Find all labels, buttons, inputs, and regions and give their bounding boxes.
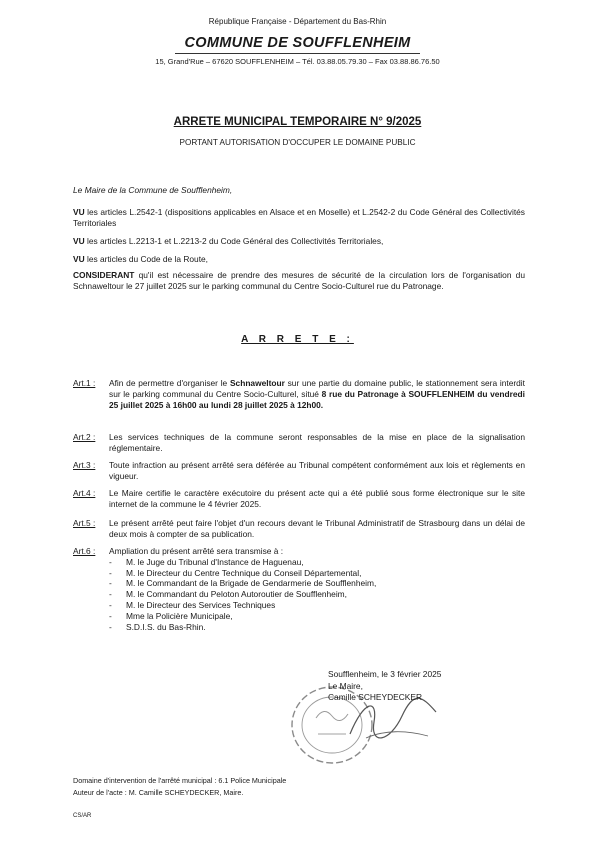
consideration-text: qu'il est nécessaire de prendre des mesures de sécurité de la circulation lors de l'organisation du Schnaweltour le 27 juillet 2025 sur le parking communal du Centre Socio-Culturel rue du Patronage. bbox=[73, 270, 525, 291]
list-item: - M. le Directeur du Centre Technique du Conseil Départemental, bbox=[109, 567, 362, 578]
arrete-heading: A R R E T E : bbox=[241, 334, 354, 345]
article-6-intro: Ampliation du présent arrêté sera transmise à : bbox=[109, 546, 284, 556]
article-2-label: Art.2 : bbox=[73, 432, 96, 442]
recipient-text: M. le Juge du Tribunal d'Instance de Haguenau, bbox=[126, 556, 304, 567]
header-divider bbox=[175, 53, 420, 54]
recipient-text: S.D.I.S. du Bas-Rhin. bbox=[126, 621, 206, 632]
signature-place-date: Soufflenheim, le 3 février 2025 bbox=[328, 669, 442, 679]
list-item: - M. le Commandant du Peloton Autoroutier de Soufflenheim, bbox=[109, 589, 347, 600]
consideration-keyword: VU bbox=[73, 207, 85, 217]
consideration-text: les articles L.2542-1 (dispositions applicables en Alsace et en Moselle) et L.2542-2 du Code Général des Collectivités Territoriales bbox=[73, 207, 525, 228]
article-6-body bbox=[109, 546, 525, 632]
header-address: 15, Grand'Rue – 67620 SOUFFLENHEIM – Tél. 03.88.05.79.30 – Fax 03.88.86.76.50 bbox=[155, 57, 440, 66]
article-5-label: Art.5 : bbox=[73, 518, 96, 528]
article-4-body: Le Maire certifie le caractère exécutoire du présent acte qui a été publié sous forme électronique sur le site internet de la commune le 4 février 2025. bbox=[109, 488, 525, 509]
list-item: - M. le Juge du Tribunal d'Instance de Haguenau, bbox=[109, 556, 304, 567]
maire-line: Le Maire de la Commune de Soufflenheim, bbox=[73, 185, 233, 195]
recipient-text: M. le Commandant de la Brigade de Gendarmerie de Soufflenheim, bbox=[126, 578, 377, 589]
article-1-text: sur une partie du domaine public, le stationnement sera interdit sur le parking communal du Centre Socio-Culturel, situé bbox=[109, 378, 525, 399]
signature-name: Camille SCHEYDECKER bbox=[328, 692, 423, 702]
article-5-body: Le présent arrêté peut faire l'objet d'un recours devant le Tribunal Administratif de Strasbourg dans un délai de deux mois à compter de sa publication. bbox=[109, 518, 525, 539]
article-1-label: Art.1 : bbox=[73, 378, 96, 388]
header-commune: COMMUNE DE SOUFFLENHEIM bbox=[184, 35, 411, 51]
header-republic: République Française - Département du Bas-Rhin bbox=[208, 17, 387, 26]
consideration-text: les articles L.2213-1 et L.2213-2 du Code Général des Collectivités Territoriales, bbox=[84, 236, 384, 246]
footer-author: Auteur de l'acte : M. Camille SCHEYDECKER, Maire. bbox=[73, 788, 244, 797]
list-item: - Mme la Policière Municipale, bbox=[109, 610, 233, 621]
consideration-text: les articles du Code de la Route, bbox=[84, 254, 209, 264]
document-title: ARRETE MUNICIPAL TEMPORAIRE N° 9/2025 bbox=[173, 116, 422, 128]
article-4-label: Art.4 : bbox=[73, 488, 96, 498]
list-item: - M. le Commandant de la Brigade de Gendarmerie de Soufflenheim, bbox=[109, 578, 377, 589]
consideration-keyword: CONSIDERANT bbox=[73, 270, 135, 280]
article-6-label: Art.6 : bbox=[73, 546, 96, 556]
article-1-location: 8 rue du Patronage à SOUFFLENHEIM du vendredi 25 juillet 2025 à 16h00 au lundi 28 juillet 2025 à 12h00. bbox=[109, 388, 526, 410]
article-1-text: Afin de permettre d'organiser le bbox=[109, 378, 230, 388]
signature-role: Le Maire, bbox=[328, 681, 363, 691]
article-2-body: Les services techniques de la commune seront responsables de la mise en place de la signalisation réglementaire. bbox=[109, 432, 525, 453]
list-item: - S.D.I.S. du Bas-Rhin. bbox=[109, 621, 206, 632]
consideration-vu-3 bbox=[73, 254, 525, 265]
list-item: - M. le Directeur des Services Techniques bbox=[109, 599, 276, 610]
reference-code: CS/AR bbox=[73, 813, 92, 819]
recipient-list bbox=[109, 557, 525, 633]
consideration-vu-2 bbox=[73, 236, 525, 247]
article-1-body bbox=[109, 378, 525, 410]
article-1-event: Schnaweltour bbox=[229, 378, 285, 388]
article-3-body: Toute infraction au présent arrêté sera déférée au Tribunal compétent conformément aux lois et règlements en vigueur. bbox=[109, 460, 525, 481]
recipient-text: M. le Directeur du Centre Technique du Conseil Départemental, bbox=[126, 567, 362, 578]
document-subtitle: PORTANT AUTORISATION D'OCCUPER LE DOMAINE PUBLIC bbox=[179, 138, 416, 147]
footer-domain: Domaine d'intervention de l'arrêté municipal : 6.1 Police Municipale bbox=[73, 776, 287, 785]
article-3-label: Art.3 : bbox=[73, 460, 96, 470]
consideration-considerant bbox=[73, 270, 525, 292]
consideration-keyword: VU bbox=[73, 254, 85, 264]
recipient-text: Mme la Policière Municipale, bbox=[126, 610, 233, 621]
consideration-keyword: VU bbox=[73, 236, 85, 246]
recipient-text: M. le Directeur des Services Techniques bbox=[126, 599, 276, 610]
consideration-vu-1 bbox=[73, 207, 525, 229]
recipient-text: M. le Commandant du Peloton Autoroutier de Soufflenheim, bbox=[126, 589, 347, 600]
